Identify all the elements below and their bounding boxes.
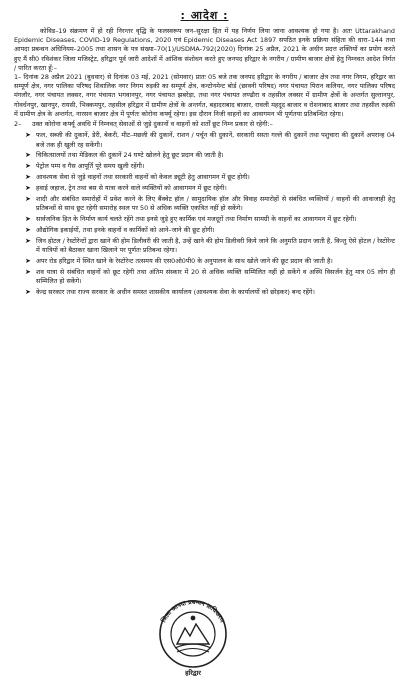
list-item-text: केन्द्र सरकार तथा राज्य सरकार के अधीन समस्त शासकीय कार्यालय (आवश्यक सेवा के कार्यालयों को छोड़कर) बन्द रहेंगे। bbox=[36, 288, 315, 297]
exemption-list bbox=[14, 131, 395, 297]
section-2-number: 2– bbox=[14, 120, 22, 129]
section-2-heading bbox=[14, 120, 395, 129]
list-item bbox=[25, 184, 395, 193]
list-item-text: सार्वजनिक हित के निर्माण कार्य चलते रहेंगे तथा इनसे जुड़े हुए कार्मिक एवं मजदूरों तथा निर्माण सामग्री के वाहनों का आवागमन में छूट रहेगी। bbox=[36, 215, 357, 224]
list-item-text: आवश्यक सेवा से जुड़े वाहनों तथा सरकारी वाहनों को केवल ड्यूटी हेतु आवागमन में छूट होगी। bbox=[36, 173, 250, 182]
paragraph-1: 1– दिनांक 28 अप्रैल 2021 (बुधवार) से दिनांक 03 मई, 2021 (सोमवार) प्रातः 05 बजे तक जनपद हरिद्वार के नगरीय / बाजार क्षेत्र तथा नगर निगम, हरिद्वार का सम्पूर्ण क्षेत्र, नगर पालिका परिषद शिवालिक नगर निगम रुड़की का सम्पूर्ण क्षेत्र, कन्टोनमेन्ट बोर्ड (छावनी परिषद) नगर पंचायत पिरान कलियर, नगर पालिका परिषद मंगलौर, नगर पंचायत लक्सर, नगर पंचायत भगवानपुर, नगर पंचायत झबरेड़ा, तथा नगर पंचायत लण्ढौरा व तहसील लक्सर में ग्रामीण क्षेत्रों के अन्तर्गत सुल्तानपुर, गोवर्धनपुर, खानपुर, रायसी, भिक्कमपुर, तहसील हरिद्वार में ग्रामीण क्षेत्रों के अन्तर्गत, बहादराबाद बाजार, रावली महदूद बाजार व रोशनाबाद बाजार तथा तहसील रुड़की में ग्रामीण क्षेत्र के अन्तर्गत, नारसन बाजार क्षेत्र में पूर्णतः कोरोना कर्फ्यू रहेगा। इस दौरान निजी वाहनों का आवागमन भी पूर्णतया प्रतिबन्धित रहेगा। bbox=[14, 73, 395, 118]
bullet-icon: ➤ bbox=[25, 184, 31, 193]
list-item-text: फल, सब्जी की दुकानें, डेरी, बेकरी, मीट–मछली की दुकानें, राशन / पर्चून की दुकानें, सरकारी सस्ता गल्ले की दुकानें तथा पशुचारा की दुकानें अपरान्ह 04 बजे तक ही खुली रह सकेंगी। bbox=[36, 131, 395, 149]
seal-ring-text: जिला आपदा प्रबन्धन प्राधिकरण bbox=[160, 598, 226, 624]
list-item-text: अपर रोड हरिद्वार में स्थित खाने के रेस्टोरेन्ट तत्समय की एस0ओ0पी0 के अनुपालन के साथ खोले जाने की छूट प्रदान की जाती है। bbox=[36, 257, 333, 266]
seal-emblem-icon bbox=[151, 596, 235, 668]
bullet-icon: ➤ bbox=[25, 173, 31, 182]
list-item bbox=[25, 162, 395, 171]
list-item bbox=[25, 131, 395, 150]
list-item-text: पेट्रोल पम्प व गैस आपूर्ति पूरे समय खुली रहेंगी। bbox=[36, 162, 145, 171]
list-item-text: शादी और संबंधित समारोहों में प्रवेश करने के लिए बैंक्वेट हॉल / सामुदायिक हॉल और विवाह समारोहों से संबंधित व्यक्तियों / वाहनों की आवाजाही हेतु प्रतिबन्धों से साथ छूट रहेगी समारोह स्थल पर 50 से अधिक व्यक्ति एकत्रित नहीं हो सकेंगे। bbox=[36, 194, 395, 213]
list-item bbox=[25, 215, 395, 224]
bullet-icon: ➤ bbox=[25, 215, 31, 224]
list-item-text: औद्योगिक इकाईयों, तथा इनके वाहनों व कार्मिकों को आने–जाने की छूट होगी। bbox=[36, 226, 215, 235]
bullet-icon: ➤ bbox=[25, 162, 31, 171]
bullet-icon: ➤ bbox=[25, 226, 31, 235]
list-item-text: जिन होटल / रेस्टोरेन्टों द्वारा खाने की होम डिलीवरी की जाती है, उन्हें खाने की होम डिलीवरी किये जाने कि अनुमति प्रदान जाती है, किन्तु ऐसे होटल / रेस्टोरेन्ट में यात्रियों को बैठाकर खाना खिलाने पर पूर्णतः प्रतिबन्ध रहेगा। bbox=[36, 236, 395, 255]
list-item bbox=[25, 173, 395, 182]
bullet-icon: ➤ bbox=[25, 131, 31, 140]
list-item bbox=[25, 151, 395, 160]
bullet-icon: ➤ bbox=[25, 194, 31, 203]
list-item bbox=[25, 288, 395, 297]
section-2-text: उक्त कोरोना कर्फ्यू अवधि में निम्नवत् सेवाओं से जुड़े दुकानों व वाहनों को शर्तों छूट निम्न प्रकार से रहेगी:– bbox=[32, 120, 273, 129]
intro-paragraph: कोविड–19 संक्रमण में हो रही निरन्तर वृद्धि के फलस्वरूप जन–सुरक्षा हित में यह निर्णय लिया जाना आवश्यक हो गया है। अतः Uttarakhand Epidemic Diseases, COVID-19 Regulations, 2020 एवं Epidemic Diseases Act 1897 सपठित इनके प्रक्रिया संहिता की धारा–144 तथा आपदा प्रबन्धन अधिनियम–2005 तथा शासन के पत्र संख्या–70(1)/USDMA-792(2020) दिनांक 25 अप्रैल, 2021 के अधीन प्रदत्त शक्तियों का प्रयोग करते हुए मैं सी0 रविशंकर जिला मजिस्ट्रेट, हरिद्वार पूर्व जारी आदेशों में आंशिक संशोधन करते हुए जनपद हरिद्वार के नगरीय / ग्रामीण बाजार क्षेत्रों हेतु निम्नवत आदेश निर्गत / पारित करता हूँ:– bbox=[14, 27, 395, 72]
list-item bbox=[25, 268, 395, 287]
bullet-icon: ➤ bbox=[25, 288, 31, 297]
bullet-icon: ➤ bbox=[25, 257, 31, 266]
list-item-text: शव यात्रा से संबंधित वाहनों को छूट रहेगी तथा अंतिम संस्कार में 20 से अधिक व्यक्ति सम्मिलित नहीं हो सकेंगे व अस्थि विसर्जन हेतु मात्र 05 लोग ही सम्मिलित हो सकेंगे। bbox=[36, 268, 395, 286]
list-item bbox=[25, 236, 395, 256]
official-seal bbox=[151, 596, 235, 676]
bullet-icon: ➤ bbox=[25, 268, 31, 277]
document-title: : आदेश : bbox=[180, 9, 229, 22]
list-item bbox=[25, 226, 395, 235]
bullet-icon: ➤ bbox=[25, 151, 31, 160]
seal-caption: हरिद्वार bbox=[185, 669, 201, 677]
list-item-text: चिकित्सालयों तथा मेडिकल की दुकानें 24 घण्टे खोलने हेतु छूट प्रदान की जाती है। bbox=[36, 151, 224, 160]
list-item-text: हवाई जहाज, ट्रेन तथा बस से यात्रा करने वाले व्यक्तियों को आवागमन में छूट रहेगी। bbox=[36, 184, 227, 193]
list-item bbox=[25, 257, 395, 266]
bullet-icon: ➤ bbox=[25, 236, 31, 245]
list-item bbox=[25, 194, 395, 214]
